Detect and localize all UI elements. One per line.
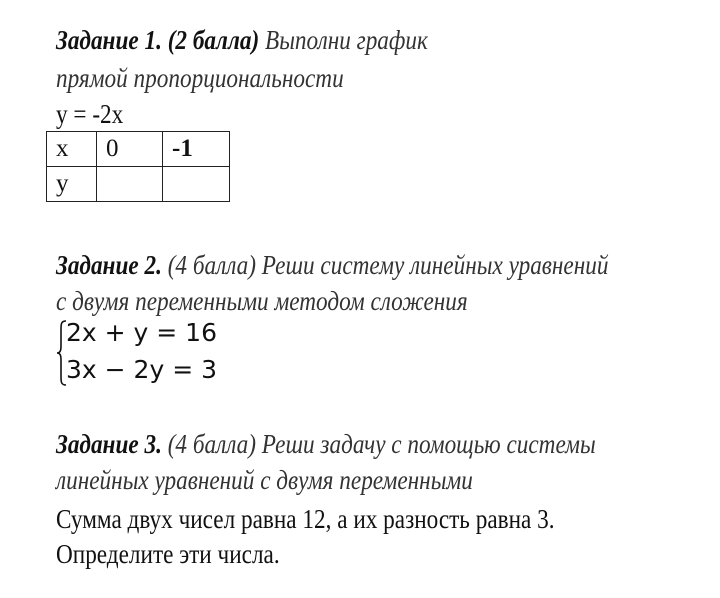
task2-heading: Задание 2. (56, 250, 162, 280)
task1-value-table (46, 131, 230, 202)
table-cell-x-2: -1 (163, 132, 230, 167)
table-cell-x-1: 0 (97, 132, 163, 167)
table-cell-y-2[interactable] (163, 167, 230, 202)
task2-text-line2: с двумя переменными методом сложения (56, 286, 468, 316)
task3-problem-line2: Определите эти числа. (56, 539, 280, 569)
task1-heading: Задание 1. (2 балла) (56, 25, 260, 55)
task3-text-line2: линейных уравнений с двумя переменными (56, 465, 473, 495)
table-cell-y-1[interactable] (97, 167, 163, 202)
task3-text-line1: (4 балла) Реши задачу с помощью системы (161, 429, 596, 459)
task3-heading: Задание 3. (56, 429, 162, 459)
table-cell-y-label: у (47, 167, 97, 202)
task2-title-line (56, 249, 608, 281)
task1-formula: у = -2х (56, 99, 124, 129)
table-row-x (47, 132, 230, 167)
task1-title-line (56, 24, 428, 56)
task3-problem-line1: Сумма двух чисел равна 12, а их разность равна 3. (56, 504, 555, 534)
equation-2-text: 3x − 2y = 3 (66, 355, 217, 384)
task3-title-line (56, 428, 596, 460)
table-cell-x-label: х (47, 132, 97, 167)
equation-1 (66, 318, 217, 348)
table-row-y (47, 167, 230, 202)
equation-2 (66, 355, 217, 385)
task2-text-line1: (4 балла) Реши систему линейных уравнений (161, 250, 609, 280)
equation-1-text: 2x + y = 16 (66, 318, 217, 347)
task1-text-line1: Выполни график (259, 25, 428, 55)
equation-system (56, 318, 256, 388)
task1-text-line2: прямой пропорциональности (56, 63, 344, 93)
